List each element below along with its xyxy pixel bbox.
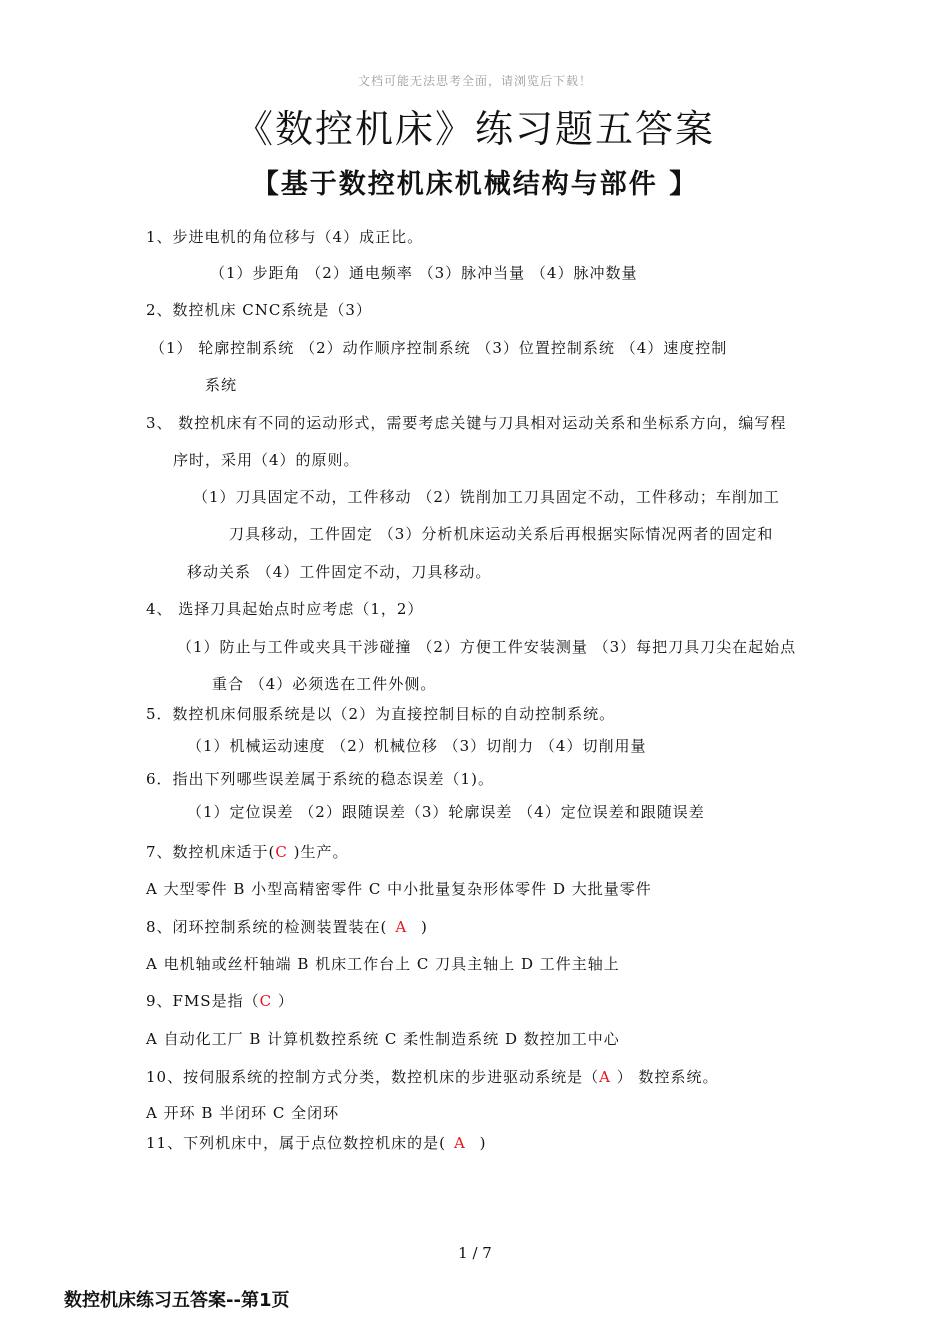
question-5-stem: 5．数控机床伺服系统是以（2）为直接控制目标的自动控制系统。: [146, 705, 616, 723]
question-10-stem: [146, 1066, 718, 1087]
footer-caption: 数控机床练习五答案--第1页: [64, 1290, 290, 1311]
watermark: 文档可能无法思考全面，请浏览后下载！: [357, 74, 592, 88]
question-10-stem-pre: 10、按伺服系统的控制方式分类，数控机床的步进驱动系统是（: [146, 1068, 600, 1086]
question-8-options: A 电机轴或丝杆轴端 B 机床工作台上 C 刀具主轴上 D 工件主轴上: [146, 955, 620, 973]
question-6-options: （1）定位误差 （2）跟随误差（3）轮廓误差 （4）定位误差和跟随误差: [187, 803, 705, 821]
question-4-stem: 4、 选择刀具起始点时应考虑（1，2）: [146, 600, 424, 618]
question-10-stem-post: ） 数控系统。: [610, 1068, 719, 1086]
question-11-stem-post: ): [473, 1134, 487, 1152]
question-4-options-cont: 重合 （4）必须选在工件外侧。: [212, 675, 437, 693]
question-3-stem-cont: 序时，采用（4）的原则。: [173, 451, 360, 469]
question-7-answer: C: [275, 843, 288, 861]
question-6-stem: 6．指出下列哪些误差属于系统的稳态误差（1)。: [146, 770, 494, 788]
question-11-stem: [146, 1132, 486, 1153]
question-9-stem-pre: 9、FMS是指（: [146, 992, 260, 1010]
question-8-stem-post: ): [415, 918, 428, 936]
question-9-answer: C: [259, 992, 273, 1010]
question-7-stem-post: )生产。: [287, 843, 349, 861]
question-8-stem-pre: 8、闭环控制系统的检测装置装在(: [146, 918, 388, 936]
page-number: 1 / 7: [458, 1244, 492, 1262]
question-8-answer: A: [395, 918, 408, 936]
question-7-stem-pre: 7、数控机床适于(: [146, 843, 276, 861]
question-11-stem-pre: 11、下列机床中，属于点位数控机床的是(: [146, 1134, 446, 1152]
question-3-stem: 3、 数控机床有不同的运动形式，需要考虑关键与刀具相对运动关系和坐标系方向，编写程: [146, 414, 787, 432]
question-10-answer: A: [599, 1068, 611, 1086]
question-2-options: （1） 轮廓控制系统 （2）动作顺序控制系统 （3）位置控制系统 （4）速度控制: [150, 339, 728, 357]
question-4-options: （1）防止与工件或夹具干涉碰撞 （2）方便工件安装测量 （3）每把刀具刀尖在起始点: [177, 638, 797, 656]
page-subtitle: 【基于数控机床机械结构与部件 】: [251, 169, 699, 200]
question-9-stem-post: ）: [272, 992, 294, 1010]
question-3-options: （1）刀具固定不动，工件移动 （2）铣削加工刀具固定不动，工件移动；车削加工: [193, 488, 780, 506]
page-title: 《数控机床》练习题五答案: [234, 107, 715, 151]
question-9-stem: [146, 990, 294, 1011]
question-2-stem: 2、数控机床 CNC系统是（3）: [146, 301, 372, 319]
question-10-options: A 开环 B 半闭环 C 全闭环: [146, 1104, 340, 1122]
question-2-options-cont: 系统: [205, 376, 238, 394]
question-1-stem: 1、步进电机的角位移与（4）成正比。: [146, 228, 424, 246]
question-3-options-end: 移动关系 （4）工件固定不动，刀具移动。: [187, 563, 492, 581]
question-7-stem: [146, 841, 349, 862]
question-7-options: A 大型零件 B 小型高精密零件 C 中小批量复杂形体零件 D 大批量零件: [146, 880, 652, 898]
question-5-options: （1）机械运动速度 （2）机械位移 （3）切削力 （4）切削用量: [187, 737, 647, 755]
question-11-answer: A: [453, 1134, 466, 1152]
question-3-options-cont: 刀具移动，工件固定 （3）分析机床运动关系后再根据实际情况两者的固定和: [229, 525, 774, 543]
question-8-stem: [146, 916, 428, 937]
question-1-options: （1）步距角 （2）通电频率 （3）脉冲当量 （4）脉冲数量: [210, 264, 638, 282]
question-9-options: A 自动化工厂 B 计算机数控系统 C 柔性制造系统 D 数控加工中心: [146, 1030, 620, 1048]
